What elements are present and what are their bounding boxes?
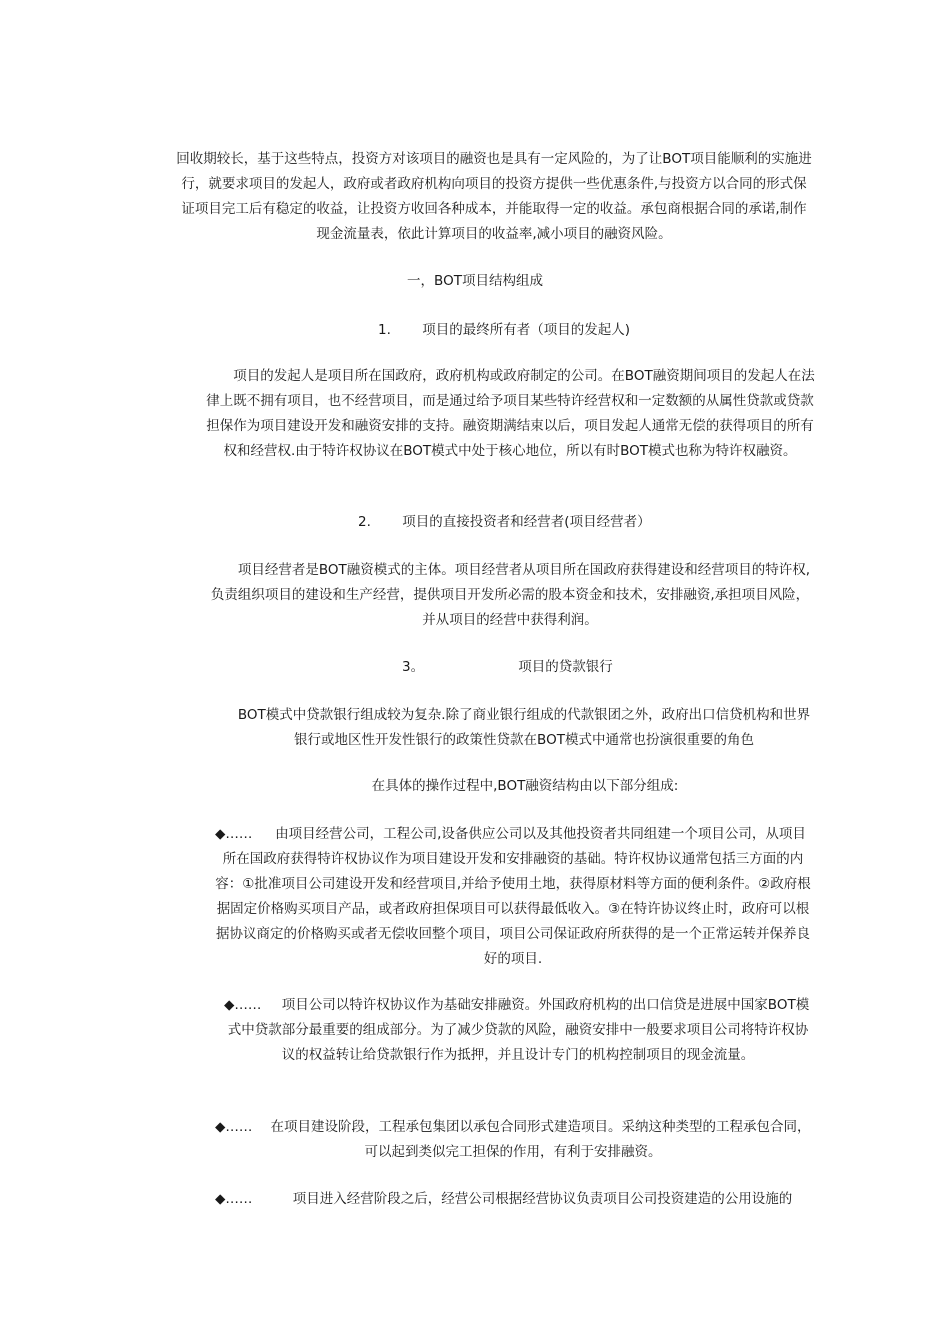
item-3-body: BOT模式中贷款银行组成较为复杂.除了商业银行组成的代款银团之外，政府出口信贷机构和世界银行或地区性开发性银行的政策性贷款在BOT模式中通常也扮演很重要的角色 (237, 707, 811, 748)
structure-intro: 在具体的操作过程中,BOT融资结构由以下部分组成: (371, 778, 679, 794)
section-title: 一，BOT项目结构组成 (407, 273, 543, 289)
bullet-marker: ◆…… (215, 1119, 253, 1135)
item-1-body: 项目的发起人是项目所在国政府，政府机构或政府制定的公司。在BOT融资期间项目的发起人在法律上既不拥有项目，也不经营项目，而是通过给予项目某些特许经营权和一定数额的从属性贷款或贷款担保作为项目建设开发和融资安排的支持。融资期满结束以后，项目发起人通常无偿的获得项目的所有权和经营权.由于特许权协议在BOT模式中处于核心地位，所以有时BOT模式也称为特许权融资。 (206, 368, 815, 459)
item-1-heading (378, 318, 630, 343)
bullet-marker: ◆…… (215, 826, 253, 842)
item-3-number: 3。 (402, 659, 425, 675)
item-3-heading (402, 655, 613, 680)
item-2-body: 项目经营者是BOT融资模式的主体。项目经营者从项目所在国政府获得建设和经营项目的特许权,负责组织项目的建设和生产经营，提供项目开发所必需的股本资金和技术，安排融资,承担项目风险，并从项目的经营中获得利润。 (210, 562, 811, 628)
bullet-item-1 (215, 822, 811, 972)
item-2-title: 项目的直接投资者和经营者(项目经营者） (402, 514, 651, 530)
bullet-text: 由项目经营公司，工程公司,设备供应公司以及其他投资者共同组建一个项目公司，从项目所在国政府获得特许权协议作为项目建设开发和安排融资的基础。特许权协议通常包括三方面的内容：①批准项目公司建设开发和经营项目,并给予使用土地，获得原材料等方面的便利条件。②政府根据固定价格购买项目产品，或者政府担保项目可以获得最低收入。③在特许协议终止时，政府可以根据协议商定的价格购买或者无偿收回整个项目，项目公司保证政府所获得的是一个正常运转并保养良好的项目. (215, 826, 811, 967)
item-3-title: 项目的贷款银行 (518, 659, 613, 675)
bullet-text: 在项目建设阶段，工程承包集团以承包合同形式建造项目。采纳这种类型的工程承包合同，可以起到类似完工担保的作用，有利于安排融资。 (270, 1119, 811, 1160)
item-2-number: 2. (358, 514, 371, 530)
intro-paragraph: 回收期较长，基于这些特点，投资方对该项目的融资也是具有一定风险的，为了让BOT项目能顺利的实施进行，就要求项目的发起人，政府或者政府机构向项目的投资方提供一些优惠条件,与投资方以合同的形式保证项目完工后有稳定的收益，让投资方收回各种成本，并能取得一定的收益。承包商根据合同的承诺,制作现金流量表，依此计算项目的收益率,减小项目的融资风险。 (176, 151, 812, 242)
bullet-item-2 (224, 993, 812, 1068)
item-1-number: 1. (378, 322, 391, 338)
item-1-title: 项目的最终所有者（项目的发起人) (422, 322, 631, 338)
bullet-text: 项目公司以特许权协议作为基础安排融资。外国政府机构的出口信贷是进展中国家BOT模式中贷款部分最重要的组成部分。为了减少贷款的风险，融资安排中一般要求项目公司将特许权协议的权益转让给贷款银行作为抵押，并且设计专门的机构控制项目的现金流量。 (227, 997, 810, 1063)
bullet-text: 项目进入经营阶段之后，经营公司根据经营协议负责项目公司投资建造的公用设施的 (292, 1191, 793, 1207)
bullet-item-4 (215, 1187, 815, 1212)
bullet-marker: ◆…… (224, 997, 262, 1013)
bullet-marker: ◆…… (215, 1191, 253, 1207)
bullet-item-3 (215, 1115, 811, 1165)
item-2-heading (358, 510, 651, 535)
